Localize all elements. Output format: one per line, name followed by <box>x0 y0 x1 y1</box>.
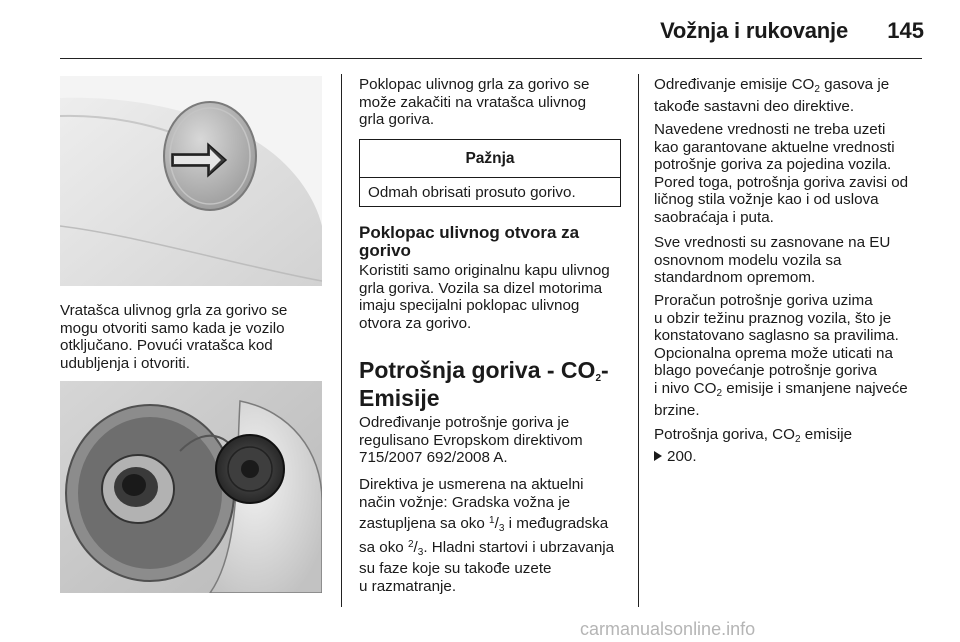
fuel-cap-open-illustration <box>60 381 322 593</box>
cap-hook-intro: Poklopac ulivnog grla za gorivo se može zakačiti na vratašca ulivnog grla goriva. <box>359 76 590 129</box>
co2-directive-text: Određivanje emisije $CO_2$ gasova je takođe sastavni deo direktive. <box>654 76 890 115</box>
driving-cycle-text: Direktiva je usmerena na aktuelni način vožnje: Gradska vožna je zastupljena sa oko $^1/_3$ i međugradska sa oko $^2/_3$. Hladni startovi i ubrzavanja su faze koje su takođe uzete u razmatranje. <box>359 476 615 595</box>
values-disclaimer-text: Navedene vrednosti ne treba uzeti kao garantovane aktuelne vrednosti potrošnje goriva za pojedina vozila. Pored toga, potrošnja goriva zavisi od ličnog stila vožnje kao i od uslova saobraćaja i puta. <box>654 121 909 226</box>
page-number: 145 <box>887 18 924 43</box>
consumption-reference: Potrošnja goriva, $CO_2$ emisije 200. <box>654 426 853 465</box>
notice-title: Pažnja <box>360 140 620 178</box>
eu-model-text: Sve vrednosti su zasnovane na EU osnovnom modelu vozila sa standardnom opremom. <box>654 234 891 287</box>
column-divider-2 <box>638 74 639 607</box>
regulation-text: Određivanje potrošnje goriva je regulisano Evropskom direktivom 715/2007 692/2008 A. <box>359 414 583 467</box>
calculation-text: Proračun potrošnje goriva uzima u obzir težinu praznog vozila, što je konstatovano saglasno sa pravilima. Opcionalna oprema može uticati na blago povećanje potrošnje goriva i nivo $CO_2$ emisije i smanjene najveće brzine. <box>654 292 908 419</box>
notice-text: Odmah obrisati prosuto gorivo. <box>368 184 576 201</box>
fuel-cap-heading: Poklopac ulivnog otvora za gorivo <box>359 223 580 260</box>
section-title: Potrošnja goriva - $CO_2-$ Emisije <box>359 357 609 411</box>
fuel-flap-closed-illustration <box>60 76 322 286</box>
header-rule <box>60 58 922 59</box>
fuel-cap-text: Koristiti samo originalnu kapu ulivnog grla goriva. Vozila sa dizel motorima imaju specijalni poklopac ulivnog otvora za gorivo. <box>359 262 610 332</box>
notice-box <box>359 139 621 207</box>
page-reference-link[interactable]: 200. <box>654 448 852 466</box>
page-header-title: Vožnja i rukovanje <box>660 18 848 43</box>
column-divider-1 <box>341 74 342 607</box>
watermark: carmanualsonline.info <box>580 619 756 639</box>
page-reference-arrow-icon <box>654 451 662 461</box>
fuel-flap-caption: Vratašca ulivnog grla za gorivo se mogu otvoriti samo kada je vozilo otključano. Povući vratašca kod udubljenja i otvoriti. <box>60 302 288 372</box>
